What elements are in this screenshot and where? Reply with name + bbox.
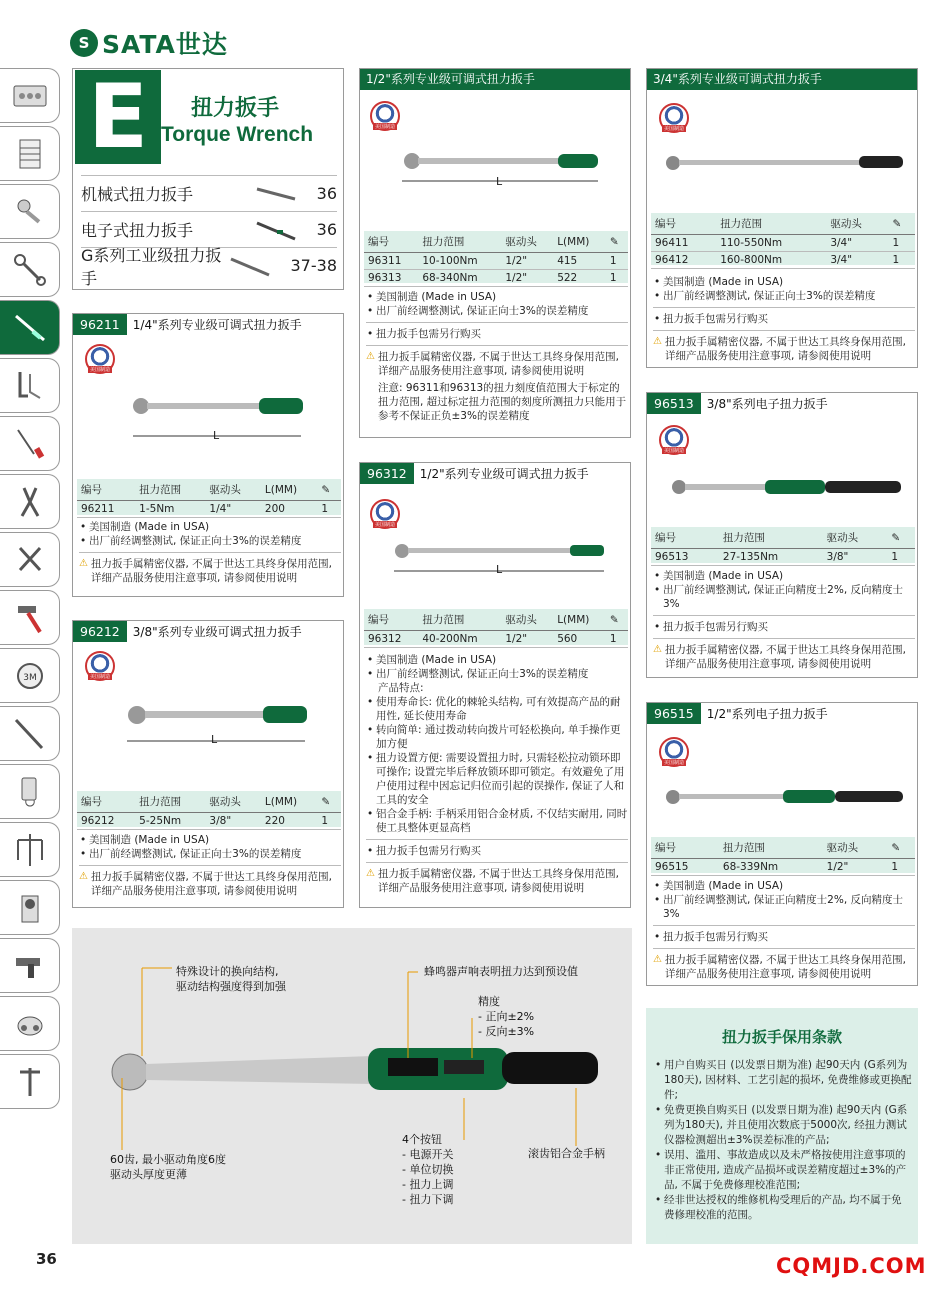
panel-header — [360, 69, 630, 90]
sidebar-tab-safety[interactable] — [0, 996, 60, 1051]
feature-illustration — [72, 928, 632, 1244]
svg-text:3M: 3M — [22, 672, 37, 683]
table-row: 96313 68-340Nm 1/2" 522 1 — [364, 270, 628, 287]
warranty-terms: • 用户自购买日 (以发票日期为准) 起90天内 (G系列为180天), 因材料、工艺引起的损坏, 免费维修或更换配件; • 免费更换自购买日 (以发票日期为准) 起90天内 (G系列为180天), 并且使用次数底于5000次, 经扭力测试仪器检测超出±3%误差标准的产品; • 误用、滥用、事故造成以及未严格按使用注意事项的非正常使用, 造成产品损坏或误差精度超过±3%的产品, 不属于免费修理校准范围; • 经非世达授权的维修机构受理后的产品, 均不属于免费修理校准的范围。 — [654, 1058, 912, 1223]
product-panel-96212 — [72, 620, 344, 908]
product-code: 96513 — [647, 393, 701, 414]
product-code: 96211 — [73, 314, 127, 335]
product-panel-96515 — [646, 702, 918, 986]
qty-icon: ✎ — [606, 231, 628, 253]
made-in-usa-badge: 美国制造 — [370, 101, 400, 131]
sidebar-tab-sockets[interactable] — [0, 184, 60, 239]
table-row: 96212 5-25Nm 3/8" 220 1 — [77, 813, 341, 830]
tire-machine-icon — [10, 888, 50, 928]
category-row-label: G系列工业级扭力扳手 — [81, 245, 222, 288]
g-series-wrench-icon — [227, 255, 273, 277]
product-title: 3/4"系列专业级可调式扭力扳手 — [647, 69, 917, 90]
made-in-usa-badge: 美国制造 — [85, 344, 115, 374]
feature-label-accuracy: 精度 - 正向±2% - 反向±3% — [478, 995, 535, 1038]
spec-table: 编号 扭力范围 驱动头 L(MM) ✎ 96211 1-5Nm 1/4" 200 1 — [77, 479, 341, 515]
category-row-label: 机械式扭力扳手 — [81, 185, 194, 204]
product-panel-96312 — [359, 462, 631, 908]
product-notes: • 美国制造 (Made in USA) • 出厂前经调整测试, 保证正向精度士2%, 反向精度士3% • 扭力扳手包需另行购买 ⚠ 扭力扳手属精密仪器, 不属于世达工具终身保用范围, 详细产品服务使用注意事项, 请参阅使用说明 — [653, 879, 915, 981]
product-notes: • 美国制造 (Made in USA) • 出厂前经调整测试, 保证正向士3%的误差精度 ⚠ 扭力扳手属精密仪器, 不属于世达工具终身保用范围, 详细产品服务使用注意事项, 请参阅使用说明 — [79, 833, 341, 898]
sidebar-tab-testers[interactable] — [0, 764, 60, 819]
qty-icon: ✎ — [889, 213, 916, 235]
puller-icon — [10, 830, 50, 870]
table-row: 96515 68-339Nm 1/2" 1 — [651, 859, 915, 876]
tape-measure-icon — [10, 656, 50, 696]
sidebar-tab-tape-measure[interactable] — [0, 648, 60, 703]
product-panel-96211 — [72, 313, 344, 597]
product-panel-96411-96412 — [646, 68, 918, 368]
product-code: 96212 — [73, 621, 127, 642]
made-in-usa-badge: 美国制造 — [85, 651, 115, 681]
feature-label-gear: 60齿, 最小驱动角度6度 驱动头厚度更薄 — [110, 1153, 226, 1181]
qty-icon: ✎ — [317, 791, 341, 813]
sata-logo — [70, 26, 260, 60]
qty-icon: ✎ — [887, 837, 915, 859]
product-title: 3/8"系列专业级可调式扭力扳手 — [132, 625, 302, 639]
panel-header — [73, 314, 343, 335]
sidebar-tab-wrenches[interactable] — [0, 242, 60, 297]
product-title: 1/2"系列专业级可调式扭力扳手 — [360, 69, 630, 90]
spec-table: 编号 扭力范围 驱动头 L(MM) ✎ 96311 10-100Nm 1/2" 415 1 96313 68-340Nm 1/2" 522 1 — [364, 231, 628, 283]
sidebar-tab-torque-wrench[interactable] — [0, 300, 60, 355]
made-in-usa-badge: 美国制造 — [659, 737, 689, 767]
category-sidebar — [0, 68, 60, 1112]
length-label: L — [496, 563, 503, 576]
ratchet-icon — [10, 192, 50, 232]
wrench-icon — [10, 250, 50, 290]
spec-table: 编号 扭力范围 驱动头 ✎ 96411 110-550Nm 3/4" 1 96412 160-800Nm 3/4" 1 — [651, 213, 915, 265]
product-notes: • 美国制造 (Made in USA) • 出厂前经调整测试, 保证正向士3%的误差精度 产品特点: • 使用寿命长: 优化的棘轮头结构, 可有效提高产品的耐用性, 延长使用寿命 • 转向简单: 通过拨动转向拨片可轻松换向, 单手操作更加方便 • 扭力设置方便: 需要设置扭力时, 只需轻松拉动锁环即可操作; 设置完毕后释放锁环即可锁定。有效避免了用户使用过程中因忘记归位而引起的误操作, 保证了人和工具的安全 • 铝合金手柄: 手柄采用铝合金材质, 不仅结实耐用, 同时使工具整体更显高档 • 扭力扳手包需另行购买 ⚠ 扭力扳手属精密仪器, 不属于世达工具终身保用范围, 详细产品服务使用注意事项, 请参阅使用说明 — [366, 653, 628, 895]
electronic-wrench-icon — [253, 219, 299, 241]
cutter-icon — [10, 540, 50, 580]
panel-header — [360, 463, 630, 484]
product-notes: • 美国制造 (Made in USA) • 出厂前经调整测试, 保证正向精度士2%, 反向精度士3% • 扭力扳手包需另行购买 ⚠ 扭力扳手属精密仪器, 不属于世达工具终身保用范围, 详细产品服务使用注意事项, 请参阅使用说明 — [653, 569, 915, 671]
panel-header — [73, 621, 343, 642]
wrench-96515-image — [663, 787, 907, 809]
wrench-96513-image — [669, 477, 905, 499]
category-box — [72, 65, 344, 290]
feature-label-reversing: 特殊设计的换向结构, 驱动结构强度得到加强 — [176, 965, 286, 993]
sidebar-tab-screwdrivers[interactable] — [0, 416, 60, 471]
saw-icon — [10, 714, 50, 754]
spec-table: 编号 扭力范围 驱动头 ✎ 96513 27-135Nm 3/8" 1 — [651, 527, 915, 563]
product-code: 96312 — [360, 463, 414, 484]
table-row: 96513 27-135Nm 3/8" 1 — [651, 549, 915, 566]
category-row-page: 36 — [316, 184, 337, 203]
length-label: L — [213, 429, 220, 442]
sidebar-tab-hex-keys[interactable] — [0, 358, 60, 413]
table-row: 96312 40-200Nm 1/2" 560 1 — [364, 631, 628, 648]
wrench-96411-image — [663, 153, 907, 177]
tester-icon — [10, 772, 50, 812]
warranty-title: 扭力扳手保用条款 — [721, 1028, 842, 1046]
category-row-page: 36 — [316, 220, 337, 239]
sidebar-tab-pullers[interactable] — [0, 822, 60, 877]
sata-logo-icon: S — [70, 29, 98, 57]
product-title: 1/2"系列电子扭力扳手 — [706, 707, 828, 721]
panel-header — [647, 393, 917, 414]
qty-icon: ✎ — [606, 609, 628, 631]
hammer-icon — [10, 598, 50, 638]
sidebar-tab-air-tools[interactable] — [0, 938, 60, 993]
panel-header — [647, 703, 917, 724]
feature-label-buttons: 4个按钮 - 电源开关 - 单位切换 - 扭力上调 - 扭力下调 — [402, 1133, 454, 1206]
category-row-label: 电子式扭力扳手 — [81, 221, 194, 240]
category-letter: E — [75, 70, 161, 164]
product-notes: • 美国制造 (Made in USA) • 出厂前经调整测试, 保证正向士3%的误差精度 • 扭力扳手包需另行购买 ⚠ 扭力扳手属精密仪器, 不属于世达工具终身保用范围, 详细产品服务使用注意事项, 请参阅使用说明 注意: 96311和96313的扭力刻度值范围大于标定的扭力范围, 超过标定扭力范围的刻度所测扭力只能用于参考不保证正负±3%的误差精度 — [366, 290, 628, 423]
qty-icon: ✎ — [887, 527, 915, 549]
category-row-g-series[interactable] — [81, 245, 337, 288]
sidebar-tab-tire-tools[interactable] — [0, 880, 60, 935]
socket-set-icon — [10, 76, 50, 116]
made-in-usa-badge: 美国制造 — [659, 425, 689, 455]
hex-key-icon — [10, 366, 50, 406]
product-title: 1/2"系列专业级可调式扭力扳手 — [419, 467, 589, 481]
spec-table: 编号 扭力范围 驱动头 ✎ 96515 68-339Nm 1/2" 1 — [651, 837, 915, 873]
qty-icon: ✎ — [317, 479, 341, 501]
product-notes: • 美国制造 (Made in USA) • 出厂前经调整测试, 保证正向士3%的误差精度 ⚠ 扭力扳手属精密仪器, 不属于世达工具终身保用范围, 详细产品服务使用注意事项, 请参阅使用说明 — [79, 520, 341, 585]
length-label: L — [211, 733, 218, 746]
sidebar-tab-tool-cabinet[interactable] — [0, 126, 60, 181]
sidebar-tab-pliers[interactable] — [0, 474, 60, 529]
torque-wrench-icon — [10, 308, 50, 348]
made-in-usa-badge: 美国制造 — [659, 103, 689, 133]
made-in-usa-badge: 美国制造 — [370, 499, 400, 529]
warranty-box — [646, 1008, 918, 1244]
category-row-mechanical[interactable] — [81, 175, 337, 211]
sidebar-tab-chuck-keys[interactable] — [0, 1054, 60, 1109]
product-panel-96513 — [646, 392, 918, 678]
sidebar-tab-cutters[interactable] — [0, 532, 60, 587]
category-title-zh: 扭力扳手 — [191, 96, 280, 121]
sidebar-tab-hammers[interactable] — [0, 590, 60, 645]
panel-header — [647, 69, 917, 90]
feature-label-handle: 滚齿铝合金手柄 — [528, 1147, 605, 1160]
table-row: 96311 10-100Nm 1/2" 415 1 — [364, 253, 628, 270]
spec-table: 编号 扭力范围 驱动头 L(MM) ✎ 96312 40-200Nm 1/2" 560 1 — [364, 609, 628, 645]
category-title-en: Torque Wrench — [161, 123, 314, 146]
respirator-icon — [10, 1004, 50, 1044]
page-number: 36 — [36, 1250, 57, 1268]
product-notes: • 美国制造 (Made in USA) • 出厂前经调整测试, 保证正向士3%的误差精度 • 扭力扳手包需另行购买 ⚠ 扭力扳手属精密仪器, 不属于世达工具终身保用范围, 详细产品服务使用注意事项, 请参阅使用说明 — [653, 275, 915, 363]
table-row: 96411 110-550Nm 3/4" 1 — [651, 235, 915, 252]
table-row: 96412 160-800Nm 3/4" 1 — [651, 252, 915, 269]
spec-table: 编号 扭力范围 驱动头 L(MM) ✎ 96212 5-25Nm 3/8" 220 1 — [77, 791, 341, 827]
wrench-96211-image — [129, 392, 309, 452]
impact-gun-icon — [10, 946, 50, 986]
sidebar-tab-socket-set[interactable] — [0, 68, 60, 123]
chuck-key-icon — [10, 1062, 50, 1102]
tool-cabinet-icon — [10, 134, 50, 174]
wrench-96212-image — [123, 701, 313, 751]
pliers-icon — [10, 482, 50, 522]
product-code: 96515 — [647, 703, 701, 724]
logo-text: SATA世达 — [102, 30, 228, 59]
category-row-page: 37-38 — [290, 256, 337, 275]
site-watermark: CQMJD.COM — [776, 1254, 927, 1278]
mechanical-wrench-icon — [253, 183, 299, 205]
product-title: 1/4"系列专业级可调式扭力扳手 — [132, 318, 302, 332]
product-title: 3/8"系列电子扭力扳手 — [706, 397, 828, 411]
feature-label-buzzer: 蜂鸣器声响表明扭力达到预设值 — [424, 965, 578, 978]
sidebar-tab-saws[interactable] — [0, 706, 60, 761]
product-panel-96311-96313 — [359, 68, 631, 438]
screwdriver-icon — [10, 424, 50, 464]
table-row: 96211 1-5Nm 1/4" 200 1 — [77, 501, 341, 518]
length-label: L — [496, 175, 503, 188]
